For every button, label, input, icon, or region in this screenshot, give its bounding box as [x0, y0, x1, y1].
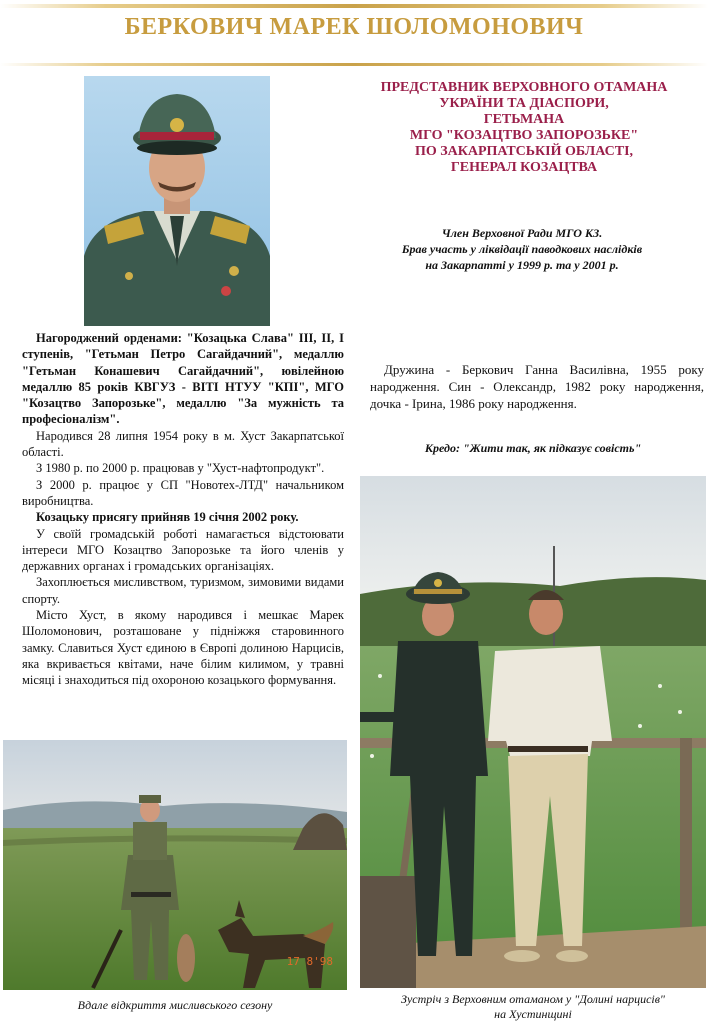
role-line: МГО "КОЗАЦТВО ЗАПОРОЗЬКЕ" [409, 128, 639, 143]
photo-date-stamp: 17 8'98 [286, 955, 333, 968]
hunting-photo [3, 740, 347, 990]
meeting-photo [360, 476, 706, 988]
credo: Кредо: "Жити так, як підказує совість" [424, 441, 642, 455]
bio-paragraph-birth: Народився 28 липня 1954 року в м. Хуст Закарпатської області. [22, 428, 344, 460]
caption-hunting: Вдале відкриття мисливського сезону [77, 998, 273, 1012]
role-line: ПО ЗАКАРПАТСЬКІЙ ОБЛАСТІ, [414, 144, 634, 159]
member-line: Брав участь у ліквідації паводкових наслідків [401, 242, 643, 256]
member-block [362, 225, 682, 273]
portrait-photo [84, 76, 270, 326]
bio-paragraph-oath: Козацьку присягу прийняв 19 січня 2002 року. [36, 510, 299, 525]
bio-paragraph-work2: З 2000 р. працює у СП "Новотех-ЛТД" начальником виробництва. [22, 477, 344, 508]
caption-meeting [360, 992, 706, 1022]
role-block [352, 80, 696, 176]
caption-meeting-line1: Зустріч з Верховним отаманом у "Долині нарцисів" [401, 992, 665, 1006]
family-paragraph: Дружина - Беркович Ганна Василівна, 1955 року народження. Син - Олександр, 1982 року народження, дочка - Ірина, 1986 року народження. [370, 362, 704, 411]
role-line: ГЕНЕРАЛ КОЗАЦТВА [450, 160, 598, 175]
bio-paragraph-work1: З 1980 р. по 2000 р. працював у "Хуст-нафтопродукт". [36, 461, 325, 476]
role-line: ПРЕДСТАВНИК ВЕРХОВНОГО ОТАМАНА [380, 80, 668, 95]
bio-paragraph-awards: Нагороджений орденами: "Козацька Слава" ІІІ, ІІ, І ступенів, "Гетьман Петро Сагайдачний", медаллю "Гетьман Конашевич Сагайдачний", ювілейною медаллю 85 років КВГУЗ - ВІТІ НТУУ "КПІ", МГО "Козацтво Запорозьке", медаллю "За мужність та професіоналізм". [22, 331, 344, 427]
top-gold-band [0, 4, 708, 8]
biography [22, 330, 344, 689]
caption-meeting-line2: на Хустинщині [494, 1007, 572, 1021]
bio-paragraph-city: Місто Хуст, в якому народився і мешкає Марек Шоломонович, розташоване у підніжжя старовинного замку. Славиться Хуст єдиною в Європі долиною Нарцисів, яка вкривається квітами, наче білим килимом, у травні місяці і знаходиться під охороною козацького формування. [22, 608, 344, 688]
role-line: ГЕТЬМАНА [483, 112, 565, 127]
bio-paragraph-public: У своїй громадській роботі намагається відстоювати інтереси МГО Козацтво Запорозьке та його членів у державних органах і громадських організаціях. [22, 526, 344, 574]
role-line: УКРАЇНИ ТА ДІАСПОРИ, [439, 96, 609, 111]
page-title: БЕРКОВИЧ МАРЕК ШОЛОМОНОВИЧ [124, 14, 584, 40]
bottom-gold-band [0, 63, 708, 66]
bio-paragraph-hobbies: Захоплюється мисливством, туризмом, зимовими видами спорту. [22, 575, 344, 606]
member-line: на Закарпатті у 1999 р. та у 2001 р. [425, 258, 619, 272]
member-line: Член Верховної Ради МГО КЗ. [441, 226, 603, 240]
